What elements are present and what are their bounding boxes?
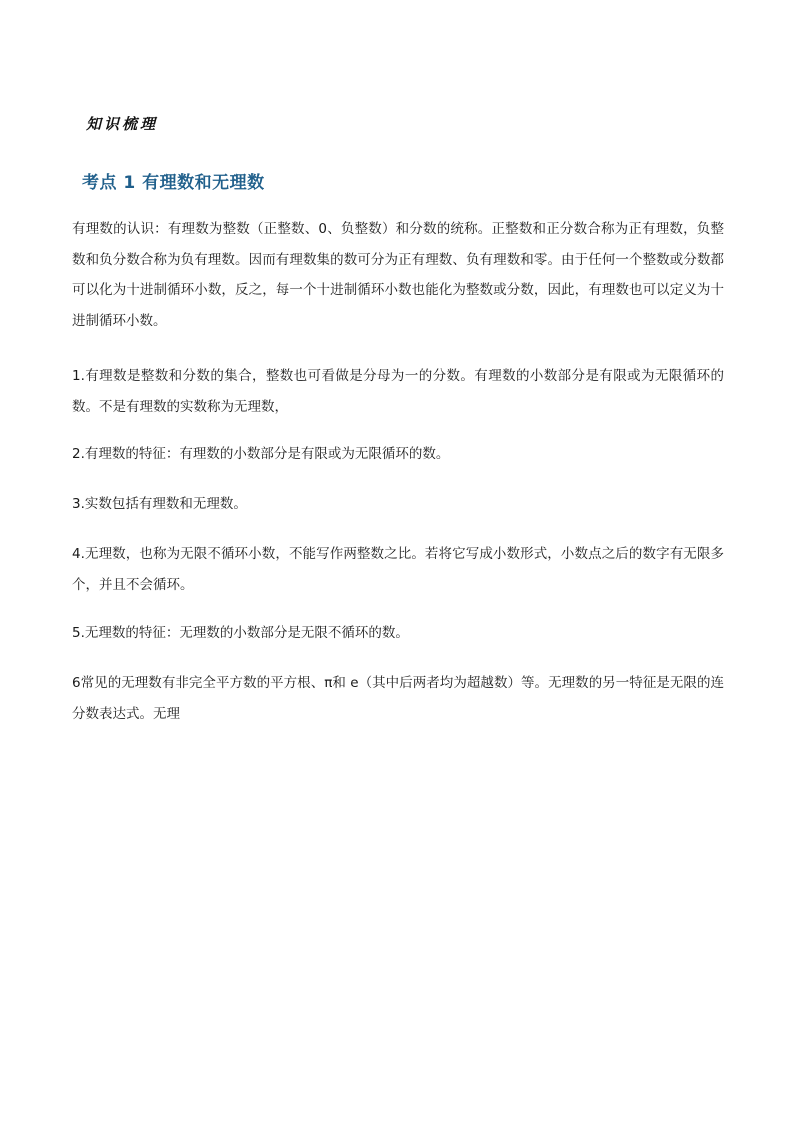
- paragraph-3: 3.实数包括有理数和无理数。: [72, 496, 247, 512]
- section-label: 知识梳理: [86, 115, 159, 133]
- topic-heading: 考点 1 有理数和无理数: [82, 173, 265, 193]
- paragraph-2: 2.有理数的特征：有理数的小数部分是有限或为无限循环的数。: [72, 446, 450, 462]
- paragraph-6: 6常见的无理数有非完全平方数的平方根、π和 e（其中后两者均为超越数）等。无理数的另一特征是无限的连分数表达式。无理: [72, 675, 724, 722]
- paragraph-intro: 有理数的认识：有理数为整数（正整数、0、负整数）和分数的统称。正整数和正分数合称为正有理数，负整数和负分数合称为负有理数。因而有理数集的数可分为正有理数、负有理数和零。由于任何一个整数或分数都可以化为十进制循环小数，反之，每一个十进制循环小数也能化为整数或分数，因此，有理数也可以定义为十进制循环小数。: [72, 221, 724, 329]
- paragraph-5: 5.无理数的特征：无理数的小数部分是无限不循环的数。: [72, 625, 409, 641]
- paragraph-4: 4.无理数，也称为无限不循环小数，不能写作两整数之比。若将它写成小数形式，小数点之后的数字有无限多个，并且不会循环。: [72, 546, 724, 593]
- paragraph-1: 1.有理数是整数和分数的集合，整数也可看做是分母为一的分数。有理数的小数部分是有限或为无限循环的数。不是有理数的实数称为无理数，: [72, 368, 724, 415]
